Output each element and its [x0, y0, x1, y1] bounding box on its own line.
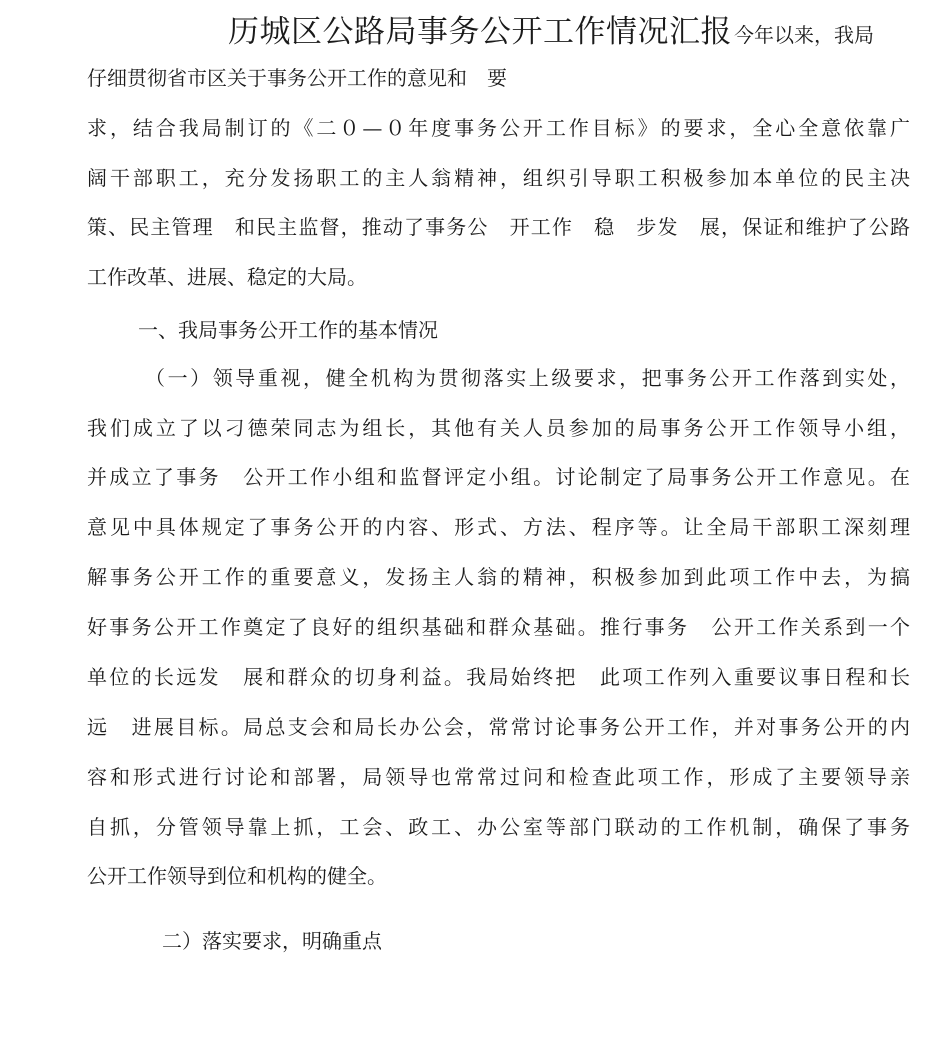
paragraph-line: 单位的长远发 展和群众的切身利益。我局始终把 此项工作列入重要议事日程和长	[87, 665, 910, 689]
intro-text-start: 今年以来，我局	[734, 23, 874, 47]
paragraph-line: 求，结合我局制订的《二０—０年度事务公开工作目标》的要求，全心全意依靠广	[87, 116, 910, 140]
paragraph-line: 阔干部职工，充分发扬职工的主人翁精神，组织引导职工积极参加本单位的民主决	[87, 166, 910, 190]
title-line	[228, 6, 874, 51]
paragraph-line: 解事务公开工作的重要意义，发扬主人翁的精神，积极参加到此项工作中去，为搞	[87, 565, 910, 589]
subsection-heading: 二）落实要求，明确重点	[162, 929, 382, 953]
document-title: 历城区公路局事务公开工作情况汇报	[228, 14, 732, 50]
paragraph-line: 自抓，分管领导靠上抓，工会、政工、办公室等部门联动的工作机制，确保了事务	[87, 815, 910, 839]
paragraph-line: 我们成立了以刁德荣同志为组长，其他有关人员参加的局事务公开工作领导小组，	[87, 416, 910, 440]
paragraph-line: （一）领导重视，健全机构为贯彻落实上级要求，把事务公开工作落到实处，	[145, 366, 910, 390]
paragraph-line: 容和形式进行讨论和部署，局领导也常常过问和检查此项工作，形成了主要领导亲	[87, 765, 910, 789]
paragraph-line: 远 进展目标。局总支会和局长办公会，常常讨论事务公开工作，并对事务公开的内	[87, 715, 910, 739]
paragraph-line: 仔细贯彻省市区关于事务公开工作的意见和 要	[87, 66, 507, 90]
paragraph-line: 策、民主管理 和民主监督，推动了事务公 开工作 稳 步发 展，保证和维护了公路	[87, 215, 910, 239]
paragraph-line: 工作改革、进展、稳定的大局。	[87, 265, 367, 289]
section-heading: 一、我局事务公开工作的基本情况	[138, 318, 438, 342]
paragraph-line: 意见中具体规定了事务公开的内容、形式、方法、程序等。让全局干部职工深刻理	[87, 515, 910, 539]
paragraph-line: 好事务公开工作奠定了良好的组织基础和群众基础。推行事务 公开工作关系到一个	[87, 615, 910, 639]
paragraph-line: 公开工作领导到位和机构的健全。	[87, 864, 387, 888]
paragraph-line: 并成立了事务 公开工作小组和监督评定小组。讨论制定了局事务公开工作意见。在	[87, 465, 910, 489]
